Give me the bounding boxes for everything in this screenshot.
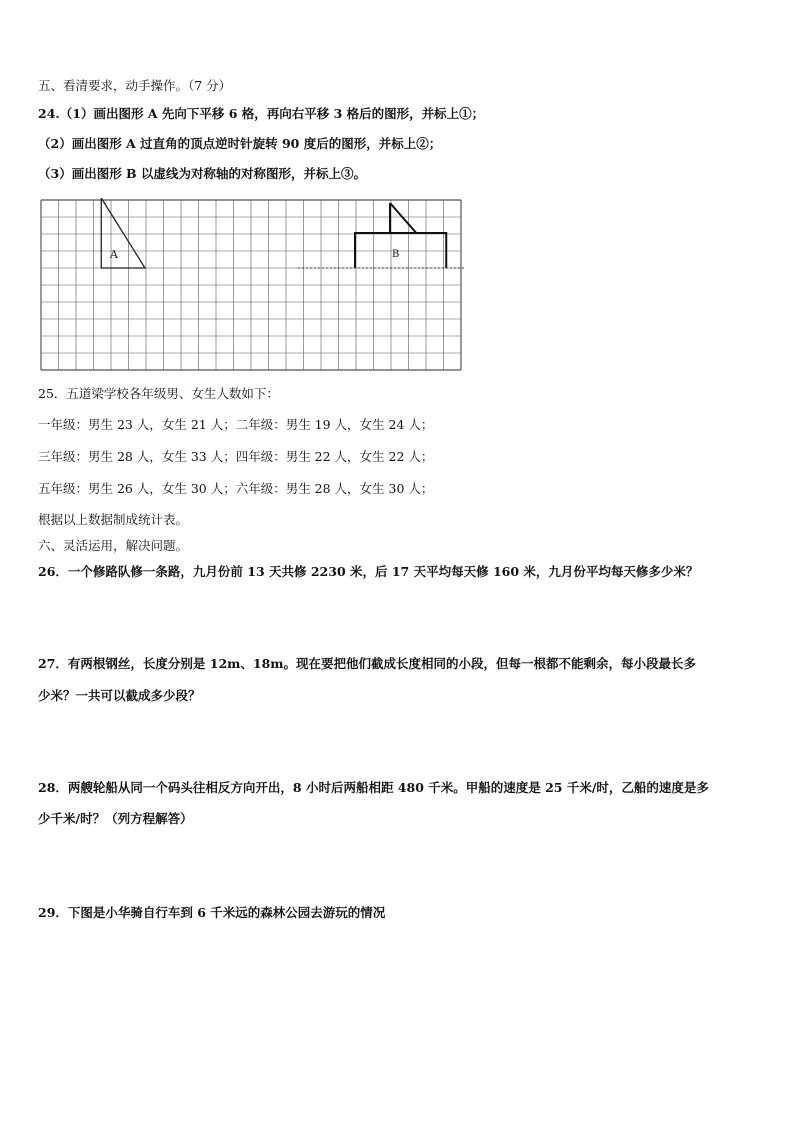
q25-row2: 三年级：男生 28 人，女生 33 人；四年级：男生 22 人，女生 22 人； [38, 449, 434, 464]
section6-heading: 六、灵活运用，解决问题。 [38, 538, 189, 553]
label-b: B [392, 249, 400, 260]
q27-line1: 27．有两根钢丝，长度分别是 12m、18m。现在要把他们截成长度相同的小段，但每一根都不能剩余，每小段最长多 [38, 656, 696, 671]
q25-task: 根据以上数据制成统计表。 [38, 512, 189, 527]
q28-line2: 少千米/时？（列方程解答） [38, 811, 193, 826]
q28-line1: 28．两艘轮船从同一个码头往相反方向开出，8 小时后两船相距 480 千米。甲船的速度是 25 千米/时，乙船的速度是多 [38, 780, 709, 795]
q26: 26．一个修路队修一条路，九月份前 13 天共修 2230 米，后 17 天平均每天修 160 米，九月份平均每天修多少米？ [38, 564, 699, 579]
q29: 29．下图是小华骑自行车到 6 千米远的森林公园去游玩的情况 [38, 905, 386, 920]
q24-part3: （3）画出图形 B 以虚线为对称轴的对称图形，并标上③。 [38, 166, 366, 181]
q27-line2: 少米？一共可以截成多少段？ [38, 688, 201, 703]
shape-b-triangle [390, 203, 416, 233]
q24-part1: 24.（1）画出图形 A 先向下平移 6 格，再向右平移 3 格后的图形，并标上①； [38, 106, 485, 121]
shape-b-base [355, 233, 446, 268]
label-a: A [110, 248, 118, 261]
section5-heading: 五、看清要求，动手操作。（7 分） [38, 78, 232, 93]
shape-a [101, 198, 145, 268]
q25-row1: 一年级：男生 23 人，女生 21 人；二年级：男生 19 人，女生 24 人； [38, 417, 434, 432]
grid-figure [40, 198, 466, 372]
q25-intro: 25．五道梁学校各年级男、女生人数如下： [38, 386, 279, 401]
q25-row3: 五年级：男生 26 人，女生 30 人；六年级：男生 28 人，女生 30 人； [38, 481, 434, 496]
q24-part2: （2）画出图形 A 过直角的顶点逆时针旋转 90 度后的图形，并标上②； [38, 136, 442, 151]
grid-lines [41, 200, 461, 370]
